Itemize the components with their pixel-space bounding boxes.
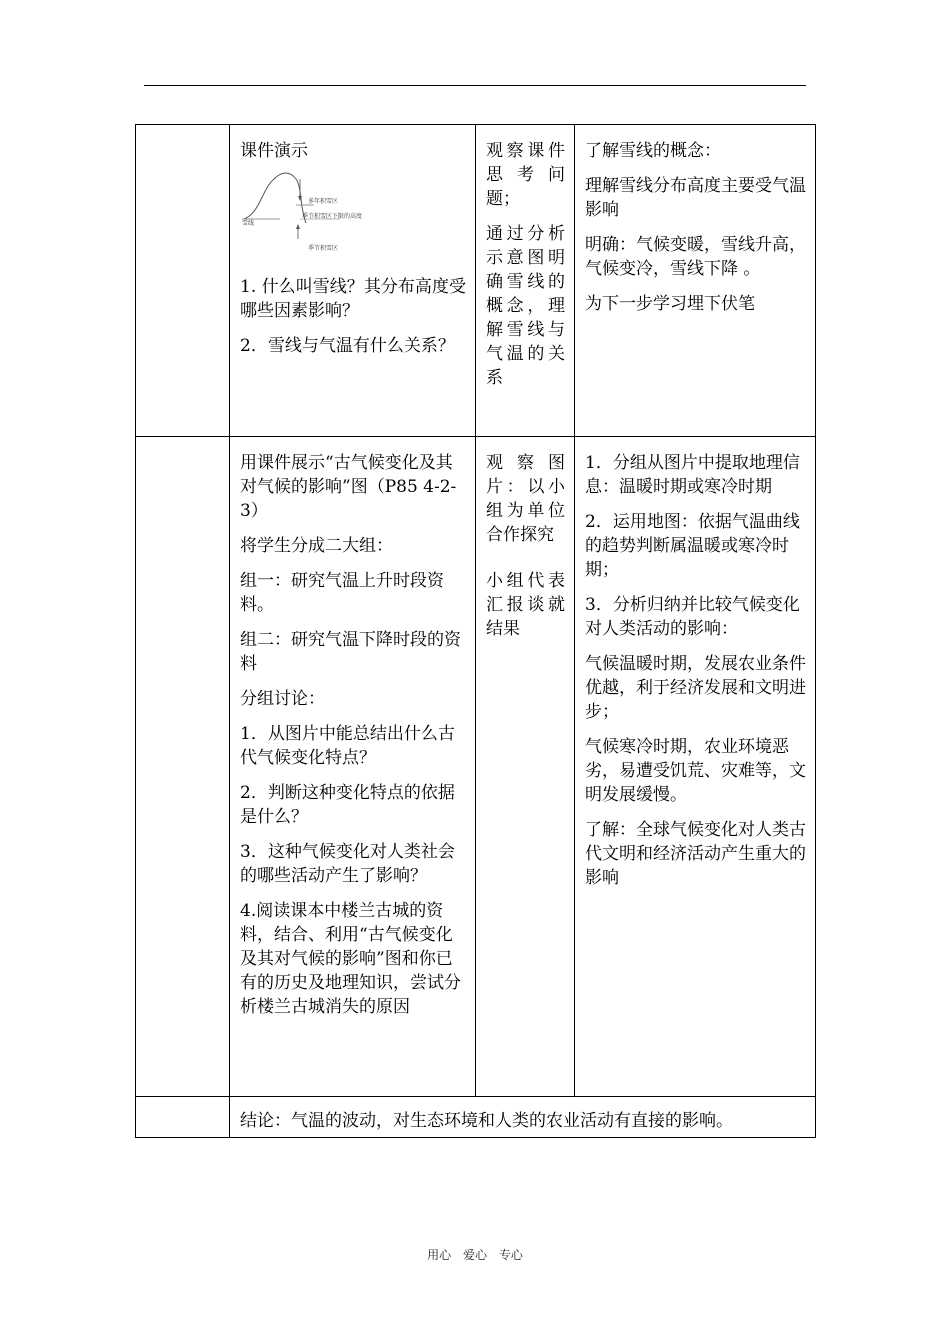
purpose-8: 气候温暖时期，发展农业条件优越，利于经济发展和文明进步； [585,654,806,722]
purpose-6: 2．运用地图：依据气温曲线的趋势判断属温暖或寒冷时期； [585,512,800,580]
lesson-table [135,124,816,1138]
page-footer [0,1246,950,1263]
footer-word-2: 爱心 [462,1248,487,1262]
demo-heading: 课件演示 [240,141,308,161]
student-activity-2: 通过分析示意图明确雪线的概念，理解雪线与气温的关系 [486,224,565,388]
diagram-label-perennial: 多年积雪区 [308,198,339,205]
diagram-label-snowline: 雪线 [242,220,255,227]
row2-col3-cell [476,437,575,1097]
diagram-label-seasonal: 季节积雪区 [308,245,339,252]
teacher-activity-7: 2．判断这种变化特点的依据是什么？ [240,783,455,827]
purpose-5: 1．分组从图片中提取地理信息：温暖时期或寒冷时期 [585,453,800,497]
teacher-activity-5: 分组讨论： [240,689,325,709]
table-row [136,1097,816,1138]
conclusion-cell [230,1097,816,1138]
student-activity-1: 观察课件思考问题； [486,141,565,209]
row3-col1-cell [136,1097,230,1138]
table-row [136,125,816,437]
row2-col1-cell [136,437,230,1097]
student-activity-4: 小组代表汇报谈就结果 [486,571,565,639]
purpose-10: 了解：全球气候变化对人类古代文明和经济活动产生重大的影响 [585,820,806,888]
purpose-7: 3．分析归纳并比较气候变化对人类活动的影响： [585,595,800,639]
purpose-2: 理解雪线分布高度主要受气温影响 [585,176,806,220]
purpose-4: 为下一步学习埋下伏笔 [585,294,755,314]
purpose-9: 气候寒冷时期，农业环境恶劣，易遭受饥荒、灾难等，文明发展缓慢。 [585,737,806,805]
teacher-activity-8: 3．这种气候变化对人类社会的哪些活动产生了影响？ [240,842,455,886]
teacher-activity-3: 组一：研究气温上升时段资料。 [240,571,444,615]
teacher-activity-1: 用课件展示“古气候变化及其对气候的影响”图（P85 4-2-3） [240,453,457,521]
teacher-activity-4: 组二：研究气温下降时段的资料 [240,630,461,674]
footer-word-3: 专心 [498,1248,523,1262]
conclusion-text: 结论：气温的波动，对生态环境和人类的农业活动有直接的影响。 [240,1111,733,1131]
teacher-activity-2: 将学生分成二大组： [240,536,393,556]
question-2: 2．雪线与气温有什么关系？ [240,336,455,356]
table-row [136,437,816,1097]
teacher-activity-6: 1．从图片中能总结出什么古代气候变化特点？ [240,724,455,768]
purpose-3: 明确：气候变暖，雪线升高，气候变冷，雪线下降 。 [585,235,806,279]
question-1: 1. 什么叫雪线？其分布高度受哪些因素影响？ [240,277,466,321]
row1-col3-cell [476,125,575,437]
row1-col4-cell [575,125,816,437]
footer-word-1: 用心 [427,1248,452,1262]
diagram-label-seasonal-line: 季节积雪区下限的高度 [302,213,363,220]
teacher-activity-9: 4.阅读课本中楼兰古城的资料，结合、利用“古气候变化及其对气候的影响”图和你已有的历史及地理知识，尝试分析楼兰古城消失的原因 [240,901,461,1017]
student-activity-3: 观察图片：以小组为单位合作探究 [486,453,565,545]
snowline-diagram [240,169,380,265]
purpose-1: 了解雪线的概念： [585,141,721,161]
header-rule [144,85,806,86]
row1-col1-cell [136,125,230,437]
row2-col4-cell [575,437,816,1097]
row2-col2-cell [230,437,476,1097]
row1-col2-cell [230,125,476,437]
